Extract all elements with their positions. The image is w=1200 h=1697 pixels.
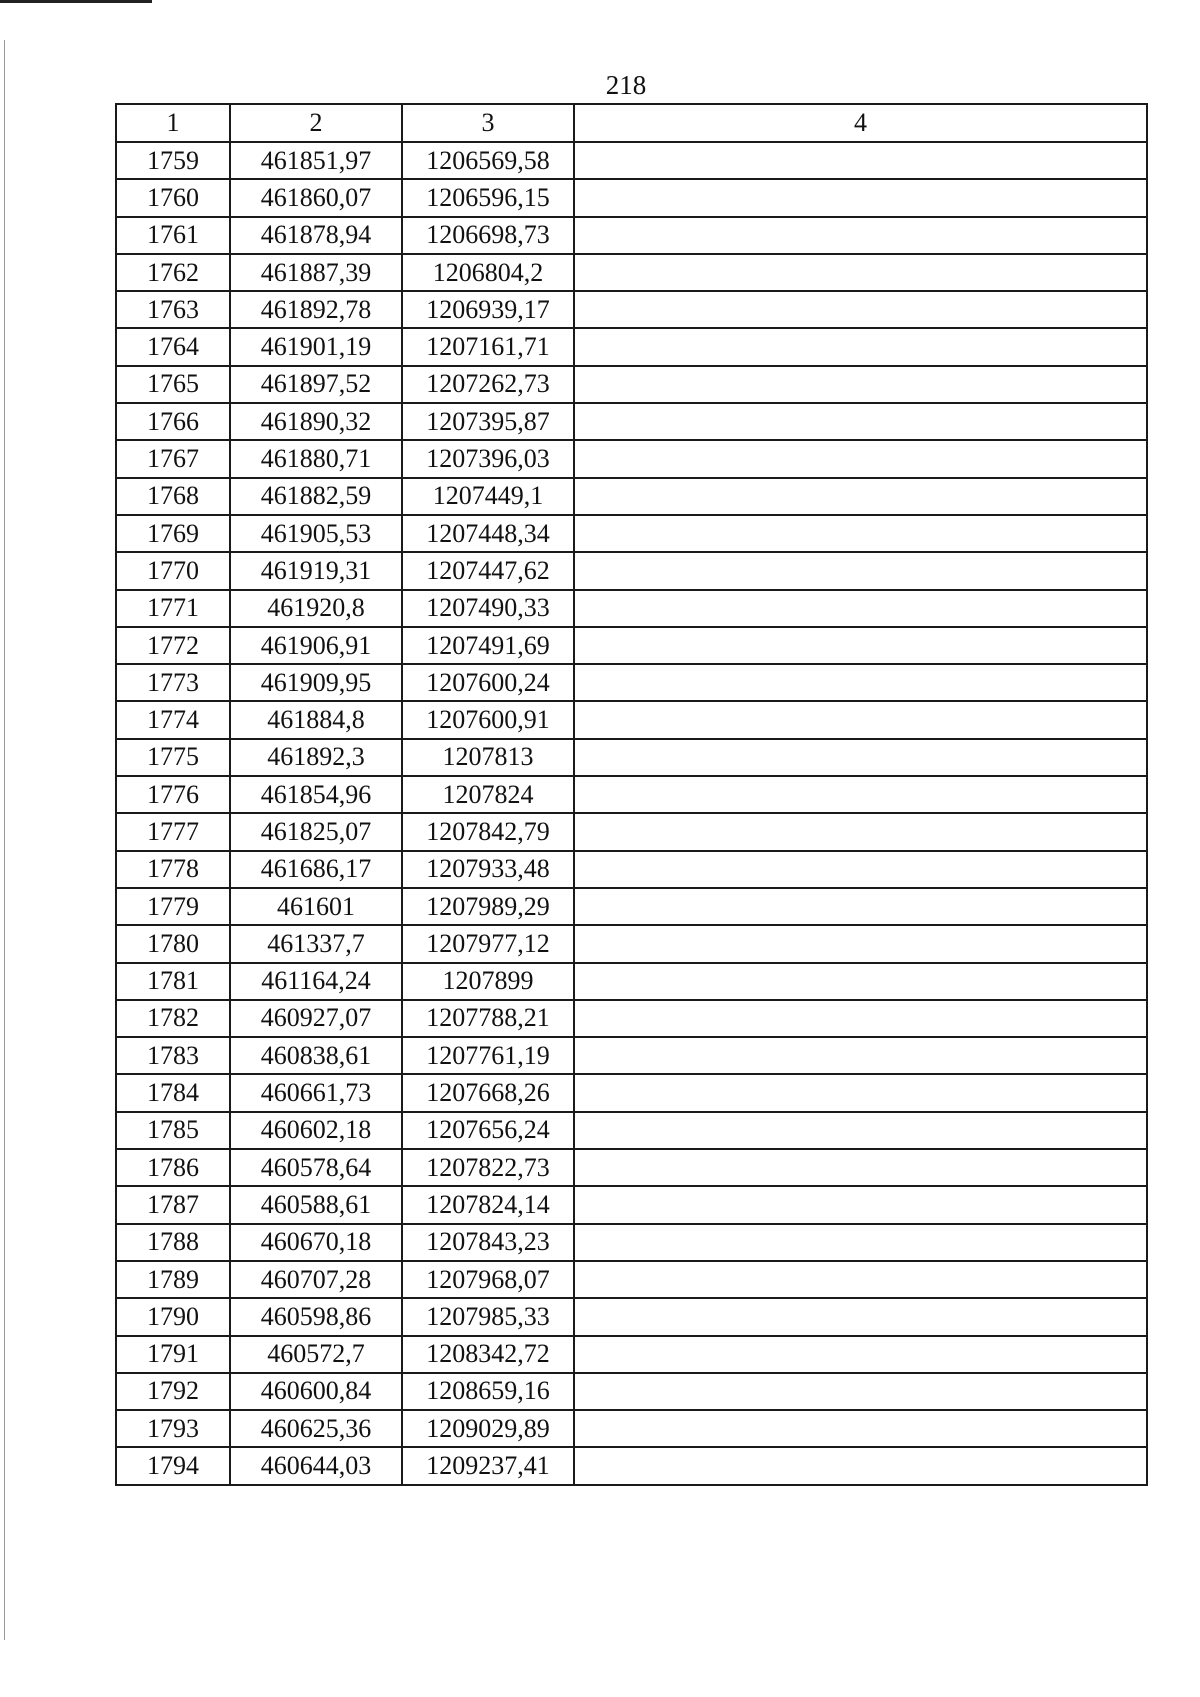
x-coordinate-cell: 460838,61 bbox=[230, 1037, 402, 1074]
note-cell bbox=[574, 1112, 1147, 1149]
point-number-cell: 1780 bbox=[116, 925, 230, 962]
point-number-cell: 1778 bbox=[116, 851, 230, 888]
point-number-cell: 1783 bbox=[116, 1037, 230, 1074]
note-cell bbox=[574, 590, 1147, 627]
note-cell bbox=[574, 291, 1147, 328]
point-number-cell: 1779 bbox=[116, 888, 230, 925]
x-coordinate-cell: 461860,07 bbox=[230, 179, 402, 216]
table-row bbox=[116, 813, 1147, 850]
column-header-1: 1 bbox=[116, 104, 230, 142]
y-coordinate-cell: 1207933,48 bbox=[402, 851, 574, 888]
note-cell bbox=[574, 813, 1147, 850]
point-number-cell: 1764 bbox=[116, 328, 230, 365]
y-coordinate-cell: 1207395,87 bbox=[402, 403, 574, 440]
note-cell bbox=[574, 925, 1147, 962]
x-coordinate-cell: 461909,95 bbox=[230, 664, 402, 701]
point-number-cell: 1762 bbox=[116, 254, 230, 291]
y-coordinate-cell: 1207447,62 bbox=[402, 552, 574, 589]
x-coordinate-cell: 461920,8 bbox=[230, 590, 402, 627]
y-coordinate-cell: 1207843,23 bbox=[402, 1224, 574, 1261]
note-cell bbox=[574, 1373, 1147, 1410]
table-row bbox=[116, 851, 1147, 888]
x-coordinate-cell: 461892,78 bbox=[230, 291, 402, 328]
point-number-cell: 1788 bbox=[116, 1224, 230, 1261]
note-cell bbox=[574, 701, 1147, 738]
y-coordinate-cell: 1207668,26 bbox=[402, 1074, 574, 1111]
point-number-cell: 1768 bbox=[116, 478, 230, 515]
x-coordinate-cell: 461906,91 bbox=[230, 627, 402, 664]
table-row bbox=[116, 888, 1147, 925]
table-row bbox=[116, 627, 1147, 664]
y-coordinate-cell: 1207262,73 bbox=[402, 366, 574, 403]
y-coordinate-cell: 1207600,24 bbox=[402, 664, 574, 701]
point-number-cell: 1773 bbox=[116, 664, 230, 701]
point-number-cell: 1761 bbox=[116, 217, 230, 254]
point-number-cell: 1766 bbox=[116, 403, 230, 440]
x-coordinate-cell: 460625,36 bbox=[230, 1410, 402, 1447]
table-row bbox=[116, 328, 1147, 365]
table-row bbox=[116, 1000, 1147, 1037]
table-row bbox=[116, 701, 1147, 738]
x-coordinate-cell: 460644,03 bbox=[230, 1447, 402, 1484]
note-cell bbox=[574, 440, 1147, 477]
scan-left-edge bbox=[4, 40, 5, 1640]
note-cell bbox=[574, 552, 1147, 589]
x-coordinate-cell: 461825,07 bbox=[230, 813, 402, 850]
point-number-cell: 1782 bbox=[116, 1000, 230, 1037]
x-coordinate-cell: 461919,31 bbox=[230, 552, 402, 589]
x-coordinate-cell: 461851,97 bbox=[230, 142, 402, 179]
table-row bbox=[116, 478, 1147, 515]
note-cell bbox=[574, 1298, 1147, 1335]
note-cell bbox=[574, 776, 1147, 813]
x-coordinate-cell: 460598,86 bbox=[230, 1298, 402, 1335]
y-coordinate-cell: 1207989,29 bbox=[402, 888, 574, 925]
x-coordinate-cell: 460578,64 bbox=[230, 1149, 402, 1186]
column-header-2: 2 bbox=[230, 104, 402, 142]
x-coordinate-cell: 461878,94 bbox=[230, 217, 402, 254]
note-cell bbox=[574, 1000, 1147, 1037]
column-header-4: 4 bbox=[574, 104, 1147, 142]
note-cell bbox=[574, 1186, 1147, 1223]
x-coordinate-cell: 461337,7 bbox=[230, 925, 402, 962]
x-coordinate-cell: 460602,18 bbox=[230, 1112, 402, 1149]
table-row bbox=[116, 590, 1147, 627]
note-cell bbox=[574, 1447, 1147, 1484]
y-coordinate-cell: 1207600,91 bbox=[402, 701, 574, 738]
coordinates-table bbox=[115, 103, 1148, 1486]
x-coordinate-cell: 460600,84 bbox=[230, 1373, 402, 1410]
y-coordinate-cell: 1207899 bbox=[402, 963, 574, 1000]
table-row bbox=[116, 1224, 1147, 1261]
point-number-cell: 1771 bbox=[116, 590, 230, 627]
point-number-cell: 1781 bbox=[116, 963, 230, 1000]
note-cell bbox=[574, 1224, 1147, 1261]
point-number-cell: 1777 bbox=[116, 813, 230, 850]
table-row bbox=[116, 1261, 1147, 1298]
x-coordinate-cell: 460588,61 bbox=[230, 1186, 402, 1223]
y-coordinate-cell: 1207449,1 bbox=[402, 478, 574, 515]
point-number-cell: 1767 bbox=[116, 440, 230, 477]
note-cell bbox=[574, 1149, 1147, 1186]
note-cell bbox=[574, 254, 1147, 291]
table-row bbox=[116, 1074, 1147, 1111]
note-cell bbox=[574, 739, 1147, 776]
table-row bbox=[116, 440, 1147, 477]
point-number-cell: 1772 bbox=[116, 627, 230, 664]
point-number-cell: 1794 bbox=[116, 1447, 230, 1484]
note-cell bbox=[574, 1074, 1147, 1111]
table-row bbox=[116, 179, 1147, 216]
note-cell bbox=[574, 179, 1147, 216]
y-coordinate-cell: 1207396,03 bbox=[402, 440, 574, 477]
y-coordinate-cell: 1207161,71 bbox=[402, 328, 574, 365]
x-coordinate-cell: 461882,59 bbox=[230, 478, 402, 515]
table-row bbox=[116, 142, 1147, 179]
x-coordinate-cell: 460572,7 bbox=[230, 1336, 402, 1373]
point-number-cell: 1784 bbox=[116, 1074, 230, 1111]
point-number-cell: 1787 bbox=[116, 1186, 230, 1223]
table-row bbox=[116, 1186, 1147, 1223]
note-cell bbox=[574, 403, 1147, 440]
table-row bbox=[116, 1149, 1147, 1186]
point-number-cell: 1769 bbox=[116, 515, 230, 552]
y-coordinate-cell: 1208659,16 bbox=[402, 1373, 574, 1410]
y-coordinate-cell: 1208342,72 bbox=[402, 1336, 574, 1373]
point-number-cell: 1763 bbox=[116, 291, 230, 328]
x-coordinate-cell: 461897,52 bbox=[230, 366, 402, 403]
y-coordinate-cell: 1207813 bbox=[402, 739, 574, 776]
point-number-cell: 1792 bbox=[116, 1373, 230, 1410]
x-coordinate-cell: 461884,8 bbox=[230, 701, 402, 738]
page-number: 218 bbox=[605, 70, 647, 100]
y-coordinate-cell: 1207822,73 bbox=[402, 1149, 574, 1186]
table-row bbox=[116, 963, 1147, 1000]
note-cell bbox=[574, 627, 1147, 664]
table-row bbox=[116, 217, 1147, 254]
note-cell bbox=[574, 1410, 1147, 1447]
table-row bbox=[116, 1112, 1147, 1149]
y-coordinate-cell: 1207824 bbox=[402, 776, 574, 813]
note-cell bbox=[574, 851, 1147, 888]
y-coordinate-cell: 1209237,41 bbox=[402, 1447, 574, 1484]
table-row bbox=[116, 403, 1147, 440]
table-row bbox=[116, 1373, 1147, 1410]
y-coordinate-cell: 1206569,58 bbox=[402, 142, 574, 179]
point-number-cell: 1776 bbox=[116, 776, 230, 813]
table-row bbox=[116, 664, 1147, 701]
table-row bbox=[116, 1336, 1147, 1373]
table-row bbox=[116, 1298, 1147, 1335]
y-coordinate-cell: 1207824,14 bbox=[402, 1186, 574, 1223]
table-row bbox=[116, 739, 1147, 776]
x-coordinate-cell: 461890,32 bbox=[230, 403, 402, 440]
x-coordinate-cell: 461164,24 bbox=[230, 963, 402, 1000]
y-coordinate-cell: 1207656,24 bbox=[402, 1112, 574, 1149]
x-coordinate-cell: 461905,53 bbox=[230, 515, 402, 552]
x-coordinate-cell: 461887,39 bbox=[230, 254, 402, 291]
note-cell bbox=[574, 1336, 1147, 1373]
y-coordinate-cell: 1206596,15 bbox=[402, 179, 574, 216]
y-coordinate-cell: 1207985,33 bbox=[402, 1298, 574, 1335]
point-number-cell: 1793 bbox=[116, 1410, 230, 1447]
point-number-cell: 1775 bbox=[116, 739, 230, 776]
table-row bbox=[116, 1447, 1147, 1484]
note-cell bbox=[574, 664, 1147, 701]
table-row bbox=[116, 776, 1147, 813]
table-header-row bbox=[116, 104, 1147, 142]
note-cell bbox=[574, 515, 1147, 552]
x-coordinate-cell: 461901,19 bbox=[230, 328, 402, 365]
table-row bbox=[116, 254, 1147, 291]
table-row bbox=[116, 366, 1147, 403]
point-number-cell: 1760 bbox=[116, 179, 230, 216]
x-coordinate-cell: 461880,71 bbox=[230, 440, 402, 477]
point-number-cell: 1790 bbox=[116, 1298, 230, 1335]
table-body bbox=[116, 142, 1147, 1485]
y-coordinate-cell: 1206804,2 bbox=[402, 254, 574, 291]
note-cell bbox=[574, 142, 1147, 179]
note-cell bbox=[574, 963, 1147, 1000]
table-row bbox=[116, 552, 1147, 589]
note-cell bbox=[574, 366, 1147, 403]
y-coordinate-cell: 1207490,33 bbox=[402, 590, 574, 627]
x-coordinate-cell: 460927,07 bbox=[230, 1000, 402, 1037]
column-header-3: 3 bbox=[402, 104, 574, 142]
point-number-cell: 1774 bbox=[116, 701, 230, 738]
y-coordinate-cell: 1207788,21 bbox=[402, 1000, 574, 1037]
table-row bbox=[116, 925, 1147, 962]
table-row bbox=[116, 291, 1147, 328]
y-coordinate-cell: 1207977,12 bbox=[402, 925, 574, 962]
y-coordinate-cell: 1207448,34 bbox=[402, 515, 574, 552]
point-number-cell: 1785 bbox=[116, 1112, 230, 1149]
y-coordinate-cell: 1207491,69 bbox=[402, 627, 574, 664]
x-coordinate-cell: 460670,18 bbox=[230, 1224, 402, 1261]
point-number-cell: 1770 bbox=[116, 552, 230, 589]
point-number-cell: 1759 bbox=[116, 142, 230, 179]
scan-edge-mark bbox=[0, 0, 152, 3]
note-cell bbox=[574, 888, 1147, 925]
y-coordinate-cell: 1206698,73 bbox=[402, 217, 574, 254]
point-number-cell: 1791 bbox=[116, 1336, 230, 1373]
table-row bbox=[116, 1410, 1147, 1447]
y-coordinate-cell: 1207761,19 bbox=[402, 1037, 574, 1074]
point-number-cell: 1765 bbox=[116, 366, 230, 403]
x-coordinate-cell: 460707,28 bbox=[230, 1261, 402, 1298]
point-number-cell: 1786 bbox=[116, 1149, 230, 1186]
y-coordinate-cell: 1207842,79 bbox=[402, 813, 574, 850]
table-row bbox=[116, 515, 1147, 552]
note-cell bbox=[574, 1037, 1147, 1074]
x-coordinate-cell: 461686,17 bbox=[230, 851, 402, 888]
y-coordinate-cell: 1206939,17 bbox=[402, 291, 574, 328]
y-coordinate-cell: 1207968,07 bbox=[402, 1261, 574, 1298]
x-coordinate-cell: 461601 bbox=[230, 888, 402, 925]
note-cell bbox=[574, 478, 1147, 515]
table-row bbox=[116, 1037, 1147, 1074]
note-cell bbox=[574, 1261, 1147, 1298]
point-number-cell: 1789 bbox=[116, 1261, 230, 1298]
note-cell bbox=[574, 217, 1147, 254]
note-cell bbox=[574, 328, 1147, 365]
y-coordinate-cell: 1209029,89 bbox=[402, 1410, 574, 1447]
x-coordinate-cell: 460661,73 bbox=[230, 1074, 402, 1111]
x-coordinate-cell: 461854,96 bbox=[230, 776, 402, 813]
x-coordinate-cell: 461892,3 bbox=[230, 739, 402, 776]
